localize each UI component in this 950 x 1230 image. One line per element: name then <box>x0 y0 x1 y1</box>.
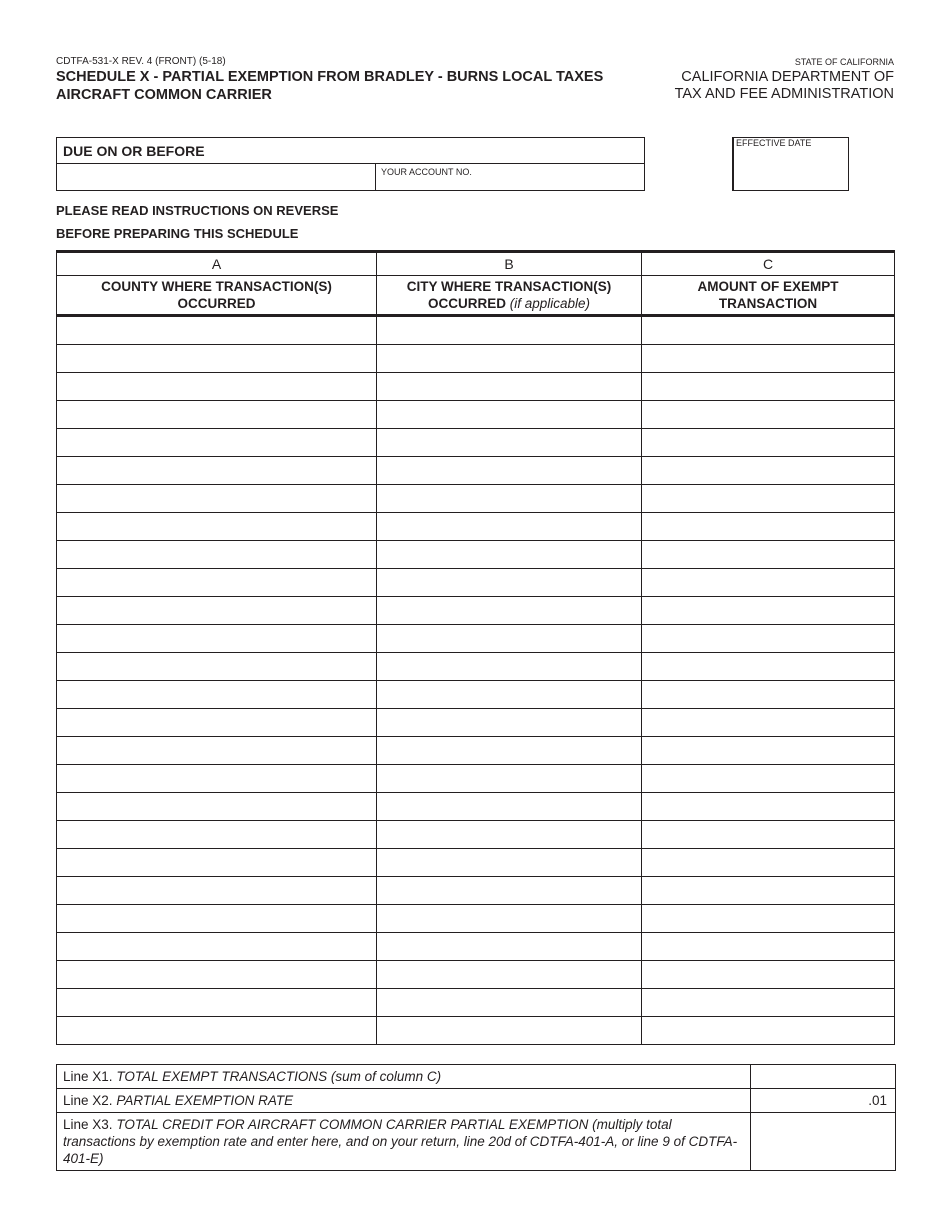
line-x1-label: Line X1. TOTAL EXEMPT TRANSACTIONS (sum of column C) <box>57 1065 751 1089</box>
amount-cell[interactable] <box>642 569 895 597</box>
line-x2-rate: .01 <box>751 1089 896 1113</box>
table-row <box>57 877 895 905</box>
county-cell[interactable] <box>57 401 377 429</box>
agency-name <box>675 69 894 103</box>
table-row <box>57 457 895 485</box>
city-cell[interactable] <box>377 429 642 457</box>
city-cell[interactable] <box>377 821 642 849</box>
city-cell[interactable] <box>377 961 642 989</box>
city-cell[interactable] <box>377 457 642 485</box>
amount-cell[interactable] <box>642 625 895 653</box>
city-cell[interactable] <box>377 653 642 681</box>
county-cell[interactable] <box>57 513 377 541</box>
summary-row-x3 <box>57 1113 896 1171</box>
amount-cell[interactable] <box>642 905 895 933</box>
amount-cell[interactable] <box>642 821 895 849</box>
table-row <box>57 961 895 989</box>
table-row <box>57 597 895 625</box>
column-letter-c: C <box>642 252 895 276</box>
county-cell[interactable] <box>57 345 377 373</box>
state-label: STATE OF CALIFORNIA <box>794 57 894 67</box>
table-row <box>57 485 895 513</box>
amount-cell[interactable] <box>642 681 895 709</box>
county-cell[interactable] <box>57 989 377 1017</box>
column-header-amount: AMOUNT OF EXEMPT TRANSACTION <box>642 276 895 316</box>
city-cell[interactable] <box>377 709 642 737</box>
amount-cell[interactable] <box>642 877 895 905</box>
account-number-field[interactable] <box>375 163 644 190</box>
city-cell[interactable] <box>377 345 642 373</box>
form-id: CDTFA-531-X REV. 4 (FRONT) (5-18) <box>56 56 226 67</box>
city-header-note: (if applicable) <box>509 296 591 311</box>
city-cell[interactable] <box>377 681 642 709</box>
amount-cell[interactable] <box>642 373 895 401</box>
city-cell[interactable] <box>377 597 642 625</box>
county-cell[interactable] <box>57 737 377 765</box>
city-cell[interactable] <box>377 513 642 541</box>
table-row <box>57 625 895 653</box>
county-cell[interactable] <box>57 625 377 653</box>
city-cell[interactable] <box>377 316 642 345</box>
county-cell[interactable] <box>57 569 377 597</box>
table-row <box>57 345 895 373</box>
city-cell[interactable] <box>377 625 642 653</box>
table-row <box>57 793 895 821</box>
table-row <box>57 373 895 401</box>
summary-row-x2 <box>57 1089 896 1113</box>
city-cell[interactable] <box>377 373 642 401</box>
county-cell[interactable] <box>57 373 377 401</box>
county-cell[interactable] <box>57 1017 377 1045</box>
table-row <box>57 401 895 429</box>
city-cell[interactable] <box>377 849 642 877</box>
table-row <box>57 681 895 709</box>
form-title-line2: AIRCRAFT COMMON CARRIER <box>56 87 272 103</box>
amount-cell[interactable] <box>642 737 895 765</box>
table-row <box>57 513 895 541</box>
county-cell[interactable] <box>57 821 377 849</box>
city-cell[interactable] <box>377 989 642 1017</box>
due-date-label: DUE ON OR BEFORE <box>63 143 205 159</box>
table-row <box>57 709 895 737</box>
city-cell[interactable] <box>377 569 642 597</box>
amount-cell[interactable] <box>642 316 895 345</box>
amount-cell[interactable] <box>642 1017 895 1045</box>
table-row <box>57 429 895 457</box>
county-cell[interactable] <box>57 597 377 625</box>
county-cell[interactable] <box>57 485 377 513</box>
table-row <box>57 989 895 1017</box>
summary-row-x1 <box>57 1065 896 1089</box>
city-cell[interactable] <box>377 793 642 821</box>
amount-cell[interactable] <box>642 541 895 569</box>
city-cell[interactable] <box>377 737 642 765</box>
city-cell[interactable] <box>377 905 642 933</box>
county-cell[interactable] <box>57 849 377 877</box>
amount-cell[interactable] <box>642 597 895 625</box>
city-cell[interactable] <box>377 1017 642 1045</box>
amount-cell[interactable] <box>642 849 895 877</box>
county-cell[interactable] <box>57 429 377 457</box>
line-x2-label: Line X2. PARTIAL EXEMPTION RATE <box>57 1089 751 1113</box>
table-row <box>57 905 895 933</box>
county-cell[interactable] <box>57 765 377 793</box>
table-row <box>57 569 895 597</box>
column-letter-row <box>57 252 895 276</box>
county-cell[interactable] <box>57 316 377 345</box>
amount-cell[interactable] <box>642 457 895 485</box>
column-header-city: CITY WHERE TRANSACTION(S) OCCURRED (if applicable) <box>377 276 642 316</box>
amount-cell[interactable] <box>642 709 895 737</box>
table-row <box>57 765 895 793</box>
due-date-box <box>56 137 645 191</box>
city-cell[interactable] <box>377 877 642 905</box>
county-cell[interactable] <box>57 681 377 709</box>
table-row <box>57 316 895 345</box>
amount-cell[interactable] <box>642 765 895 793</box>
effective-date-field[interactable] <box>732 137 849 191</box>
county-cell[interactable] <box>57 877 377 905</box>
amount-cell[interactable] <box>642 485 895 513</box>
county-cell[interactable] <box>57 541 377 569</box>
column-letter-b: B <box>377 252 642 276</box>
table-row <box>57 933 895 961</box>
agency-line2: TAX AND FEE ADMINISTRATION <box>674 86 894 102</box>
form-title-line1: SCHEDULE X - PARTIAL EXEMPTION FROM BRADLEY - BURNS LOCAL TAXES <box>56 69 604 85</box>
county-cell[interactable] <box>57 653 377 681</box>
agency-line1: CALIFORNIA DEPARTMENT OF <box>681 69 894 85</box>
transactions-table <box>56 250 895 1045</box>
county-cell[interactable] <box>57 709 377 737</box>
county-cell[interactable] <box>57 457 377 485</box>
county-cell[interactable] <box>57 961 377 989</box>
instructions-line2: BEFORE PREPARING THIS SCHEDULE <box>56 226 299 241</box>
amount-cell[interactable] <box>642 401 895 429</box>
amount-cell[interactable] <box>642 513 895 541</box>
column-header-county: COUNTY WHERE TRANSACTION(S) OCCURRED <box>57 276 377 316</box>
table-row <box>57 737 895 765</box>
city-cell[interactable] <box>377 485 642 513</box>
amount-cell[interactable] <box>642 933 895 961</box>
amount-cell[interactable] <box>642 653 895 681</box>
form-title <box>56 68 603 104</box>
line-x3-label: Line X3. TOTAL CREDIT FOR AIRCRAFT COMMON CARRIER PARTIAL EXEMPTION (multiply total transactions by exemption rate and enter here, and on your return, line 20d of CDTFA-401-A, or line 9 of CDTFA-401-E) <box>57 1113 751 1171</box>
amount-cell[interactable] <box>642 793 895 821</box>
city-cell[interactable] <box>377 541 642 569</box>
amount-cell[interactable] <box>642 989 895 1017</box>
line-x1-amount[interactable] <box>751 1065 896 1089</box>
summary-table <box>56 1064 896 1171</box>
table-row <box>57 849 895 877</box>
county-cell[interactable] <box>57 933 377 961</box>
city-cell[interactable] <box>377 933 642 961</box>
amount-cell[interactable] <box>642 345 895 373</box>
line-x3-amount[interactable] <box>751 1113 896 1171</box>
column-header-row <box>57 276 895 316</box>
column-letter-a: A <box>57 252 377 276</box>
table-row <box>57 1017 895 1045</box>
county-cell[interactable] <box>57 793 377 821</box>
amount-cell[interactable] <box>642 429 895 457</box>
city-cell[interactable] <box>377 401 642 429</box>
county-cell[interactable] <box>57 905 377 933</box>
city-cell[interactable] <box>377 765 642 793</box>
table-row <box>57 541 895 569</box>
table-row <box>57 821 895 849</box>
account-number-label: YOUR ACCOUNT NO. <box>381 167 472 177</box>
amount-cell[interactable] <box>642 961 895 989</box>
table-row <box>57 653 895 681</box>
effective-date-label: EFFECTIVE DATE <box>736 138 812 148</box>
instructions-line1: PLEASE READ INSTRUCTIONS ON REVERSE <box>56 203 339 218</box>
